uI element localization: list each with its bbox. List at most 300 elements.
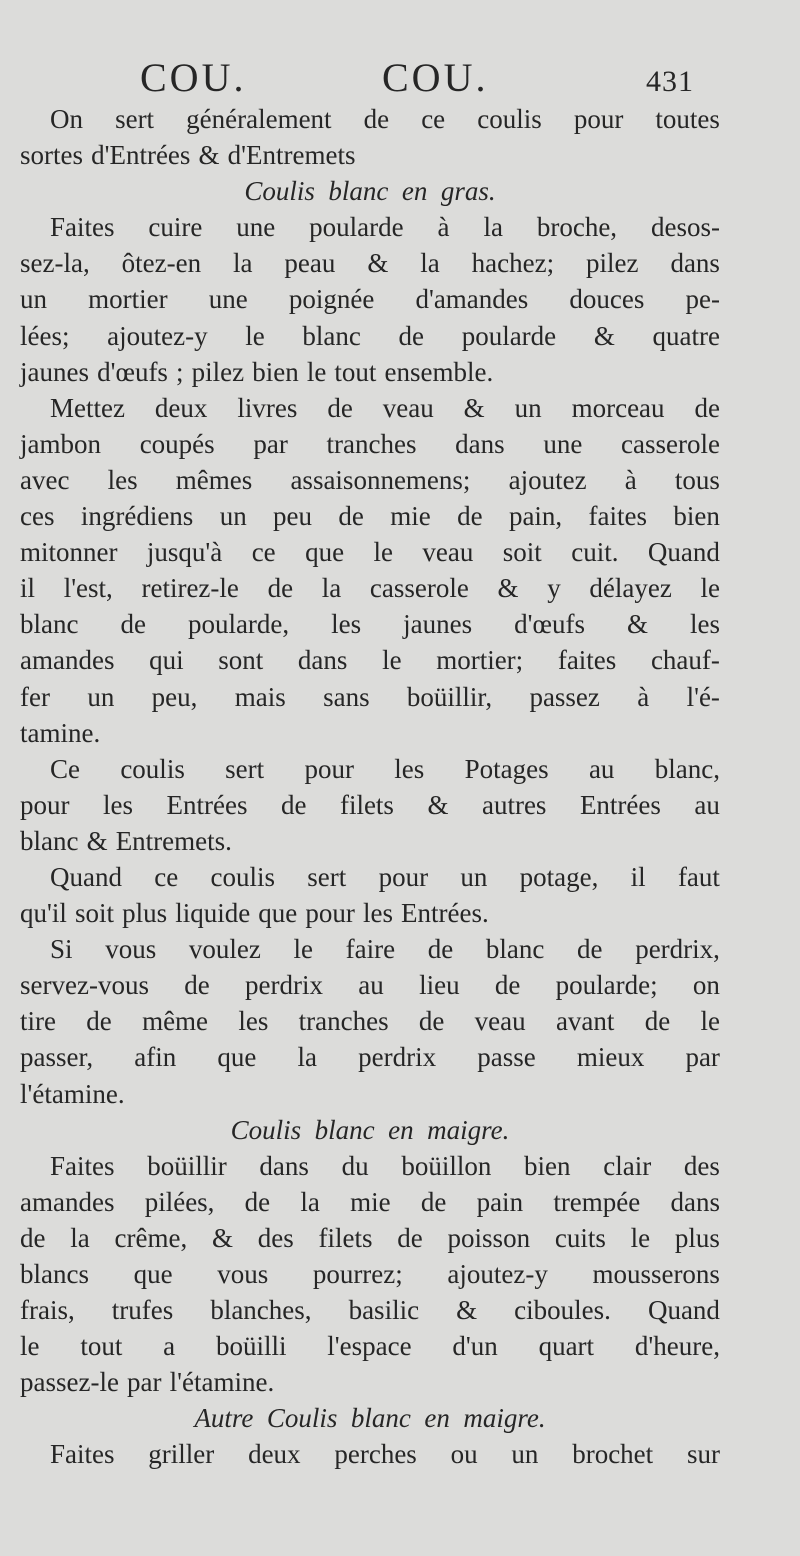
text-line [20,715,720,751]
word: boüillir [147,1150,227,1181]
word: de [398,320,425,351]
word: les [689,609,720,640]
word: une [543,428,583,459]
word: blanc [20,609,79,640]
running-header [0,50,800,106]
section-heading [20,1112,720,1148]
word: afin [134,1042,177,1073]
word: sert [307,861,347,892]
word: les [238,1006,269,1037]
word: le [700,573,720,604]
word: retirez-le [141,573,239,604]
word: Si [50,934,73,965]
word: coulis [120,753,185,784]
word: à [637,681,650,712]
word: pour [304,753,354,784]
word: blanc [350,1403,411,1434]
word: & [427,789,449,820]
word: casserole [621,428,720,459]
word: de [397,1222,423,1253]
word: blanc [485,934,545,965]
text-line [20,426,720,462]
word: les [331,609,362,640]
word: un [219,501,247,532]
word: plus [122,898,168,929]
word: mie [350,1186,391,1217]
word: boüillon [401,1150,492,1181]
word: du [341,1150,369,1181]
word: & [367,248,389,279]
word: de [363,104,390,134]
text-line [20,390,720,426]
word: mêmes [175,464,253,495]
text-line [20,823,720,859]
word: jaunes [403,609,473,640]
text-line [20,318,720,354]
word: en [388,1114,414,1145]
word: crême, [114,1222,188,1253]
word: ces [20,501,55,532]
word: Entrées [579,789,661,820]
word: servez-vous [20,970,149,1001]
word: poularde [309,212,404,243]
word: faites [557,645,617,676]
word: poularde, [187,609,290,640]
section-heading [20,173,720,209]
word: une [236,212,276,243]
word: un [460,861,488,892]
text-line [20,751,720,787]
word: fer [20,681,50,712]
word: & [593,320,615,351]
word: de [418,1006,445,1037]
word: ce [421,104,446,134]
word: bien [524,1150,571,1181]
word: maigre. [463,1403,546,1434]
word: jaunes [20,356,89,387]
word: de [494,970,521,1001]
word: filets [318,1222,373,1253]
word: On [50,104,83,134]
word: pilez [191,356,245,387]
word: blanc [328,176,389,207]
text-line [20,137,720,173]
word: le [245,320,265,351]
word: veau [422,537,474,568]
word: qu'il [20,898,67,929]
text-line [20,1328,720,1364]
word: ajoutez-y [107,320,208,351]
word: sur [686,1439,720,1470]
word: Entremets. [115,825,232,856]
word: ou [450,1439,478,1470]
word: d'heure, [634,1331,720,1362]
word: & [497,573,519,604]
word: & [463,392,485,423]
word: autres [481,789,547,820]
text-line [20,1039,720,1075]
text-line [20,1292,720,1328]
word: Quand [647,537,720,568]
word: de [577,934,603,965]
text-line [20,534,720,570]
word: avant [555,1006,615,1037]
word: douces [569,284,645,315]
word: soit [74,898,114,929]
text-line [20,1256,720,1292]
word: poularde; [555,970,658,1001]
word: dans [670,248,720,279]
word: la [300,1186,320,1217]
word: mie [390,501,431,532]
text-line [20,679,720,715]
word: de [427,934,454,965]
word: que [258,898,298,929]
word: perdrix, [635,934,720,965]
word: perdrix [358,1042,437,1073]
word: de [267,573,294,604]
word: un [511,1439,539,1470]
text-line [20,931,720,967]
word: il [630,861,646,892]
word: ingrédiens [80,501,194,532]
word: Faites [50,1150,115,1181]
text-line [20,245,720,281]
text-line [20,1184,720,1220]
word: de [338,501,364,532]
word: des [257,1222,294,1253]
word: la [233,248,253,279]
word: de [644,1006,671,1037]
word: & [626,609,648,640]
word: Faites [50,1439,115,1470]
word: mitonner [20,537,118,568]
word: mieux [576,1042,645,1073]
word: veau [474,1006,526,1037]
word: griller [148,1439,215,1470]
word: ensemble. [384,356,494,387]
word: peu, [151,681,198,712]
word: le [382,645,402,676]
word: y [547,573,561,604]
word: perches [334,1439,417,1470]
word: le [306,356,327,387]
word: d'amandes [415,284,529,315]
word: & [456,1295,478,1326]
text-line [20,209,720,245]
word: ce [251,537,276,568]
word: le [293,934,313,965]
word: de [120,609,146,640]
word: en [424,1403,450,1434]
word: dans [297,645,348,676]
word: filets [339,789,394,820]
word: qui [149,645,184,676]
word: le [373,537,393,568]
word: livres [237,392,298,423]
word: de [244,1186,271,1217]
word: la [420,248,440,279]
word: amandes [20,645,115,676]
text-line [20,1364,720,1400]
word: blancs [20,1259,89,1289]
word: le [700,1006,720,1037]
word: blanc, [654,753,720,784]
word: broche, [536,212,618,243]
word: passe [477,1042,536,1073]
word: l'é- [686,681,720,712]
word: frais, [20,1295,75,1326]
word: la [321,573,342,604]
word: maigre. [427,1114,510,1145]
word: un [87,681,115,712]
word: blanc [314,1114,375,1145]
word: jambon [20,428,101,459]
word: desos- [650,212,720,243]
word: de [184,970,210,1001]
word: morceau [571,392,665,423]
word: Coulis [244,176,315,207]
word: poularde [461,320,557,351]
page-body [20,101,720,1473]
word: coulis [477,104,542,134]
word: hachez; [471,248,555,279]
text-line [20,354,720,390]
text-line [20,1220,720,1256]
word: d'un [452,1331,498,1362]
word: toutes [655,104,720,134]
word: clair [603,1150,652,1181]
word: de [86,1006,112,1037]
word: plus [674,1222,720,1253]
word: sert [225,753,265,784]
word: d'Entremets [227,140,356,171]
word: pilez [586,248,639,279]
word: Autre [194,1403,254,1434]
word: sortes [20,140,83,171]
word: Quand [50,861,122,892]
word: de [327,392,353,423]
word: basilic [348,1295,420,1326]
word: dans [670,1186,720,1217]
word: cuire [148,212,203,243]
word: amandes [20,1186,115,1217]
word: faites [588,501,648,532]
word: brochet [572,1439,654,1470]
word: l'étamine. [20,1078,125,1109]
word: perdrix [245,970,323,1001]
text-line [20,606,720,642]
word: on [692,970,720,1001]
word: avec [20,464,70,495]
word: des [683,1150,720,1181]
page-number: 431 [646,65,694,98]
word: casserole [369,573,469,604]
word: pilées, [144,1186,215,1217]
section-heading [20,1400,720,1436]
word: bien [252,356,299,387]
text-line [20,281,720,317]
word: une [208,284,248,315]
word: Potages [464,753,549,784]
word: ajoutez-y [447,1259,548,1289]
word: a [163,1331,176,1362]
word: lées; [20,320,70,351]
word: poignée [288,284,375,315]
word: chauf- [650,645,720,676]
header-word-right: COU. [382,55,489,100]
word: pour [378,861,429,892]
word: Mettez [50,392,125,423]
word: peau [284,248,336,279]
word: faut [677,861,720,892]
word: & [86,825,108,856]
word: faire [345,934,396,965]
word: coulis [210,861,276,892]
text-line [20,859,720,895]
word: ôtez-en [121,248,202,279]
word: d'œufs [514,609,585,640]
word: peu [273,501,313,532]
word: mortier; [436,645,524,676]
word: mousserons [592,1259,720,1289]
word: à [624,464,637,495]
word: soit [502,537,542,568]
text-line [20,1076,720,1112]
word: passer, [20,1042,94,1073]
word: la [483,212,503,243]
word: cuits [554,1222,606,1253]
word: Coulis [230,1114,302,1145]
word: que [217,1042,257,1073]
word: que [133,1259,173,1289]
word: sert [115,104,155,134]
word: d'Entrées [91,140,191,171]
word: potage, [519,861,599,892]
word: ; [176,356,184,387]
word: pourrez; [312,1259,403,1289]
word: d'œufs [97,356,168,387]
word: & [211,1222,233,1253]
word: boüilli [215,1331,287,1362]
word: les [394,753,425,784]
word: bien [673,501,720,532]
word: dans [455,428,505,459]
text-line [20,1148,720,1184]
word: lieu [419,970,460,1001]
word: deux [154,392,208,423]
word: la [297,1042,317,1073]
word: au [358,970,384,1001]
word: sont [218,645,264,676]
text-line [20,1003,720,1039]
text-line [20,570,720,606]
word: les [362,898,393,929]
word: par [253,428,288,459]
word: sans [323,681,370,712]
word: trempée [553,1186,641,1217]
word: au [588,753,615,784]
text-line [20,895,720,931]
text-line [20,101,720,137]
word: tranches [298,1006,389,1037]
word: gras. [440,176,496,207]
word: pain [476,1186,524,1217]
word: pour [20,789,70,820]
word: Faites [50,212,115,243]
word: Coulis [266,1403,338,1434]
word: vous [105,934,157,965]
word: l'étamine. [169,1367,275,1398]
word: l'espace [327,1331,412,1362]
word: Quand [647,1295,720,1326]
word: l'est, [63,573,113,604]
word: tire [20,1006,56,1037]
word: de [20,1222,46,1253]
word: liquide [175,898,251,929]
word: par [127,1367,162,1398]
word: vous [217,1259,269,1289]
word: coupés [139,428,215,459]
word: ajoutez [508,464,587,495]
text-line [20,642,720,678]
word: de [280,789,307,820]
word: le [630,1222,651,1253]
text-line [20,1436,720,1472]
word: Ce [50,753,80,784]
word: même [142,1006,209,1037]
word: les [103,789,133,820]
word: que [305,537,345,568]
word: ce [154,861,179,892]
word: blanches, [210,1295,312,1326]
word: pour [573,104,624,134]
word: le [20,1331,40,1362]
word: poisson [447,1222,531,1253]
word: jusqu'à [146,537,223,568]
word: au [694,789,720,820]
word: pain, [508,501,563,532]
word: mais [234,681,286,712]
word: il [20,573,36,604]
word: cuit. [571,537,619,568]
word: voulez [188,934,261,965]
word: passez-le [20,1367,119,1398]
word: veau [382,392,434,423]
word: délayez [589,573,672,604]
word: tout [334,356,377,387]
word: la [70,1222,90,1253]
word: tamine. [20,717,101,748]
word: blanc [20,825,79,856]
word: quatre [652,320,720,351]
header-word-left: COU. [140,55,247,100]
word: tranches [326,428,417,459]
word: ciboules. [514,1295,611,1326]
word: de [694,392,720,423]
word: par [685,1042,720,1073]
word: dans [259,1150,309,1181]
word: pe- [685,284,720,315]
word: passez [529,681,600,712]
text-line [20,787,720,823]
word: boüillir, [406,681,493,712]
word: Entrées. [401,898,489,929]
text-line [20,967,720,1003]
word: généralement [186,104,332,134]
word: & [198,140,220,171]
word: à [437,212,450,243]
